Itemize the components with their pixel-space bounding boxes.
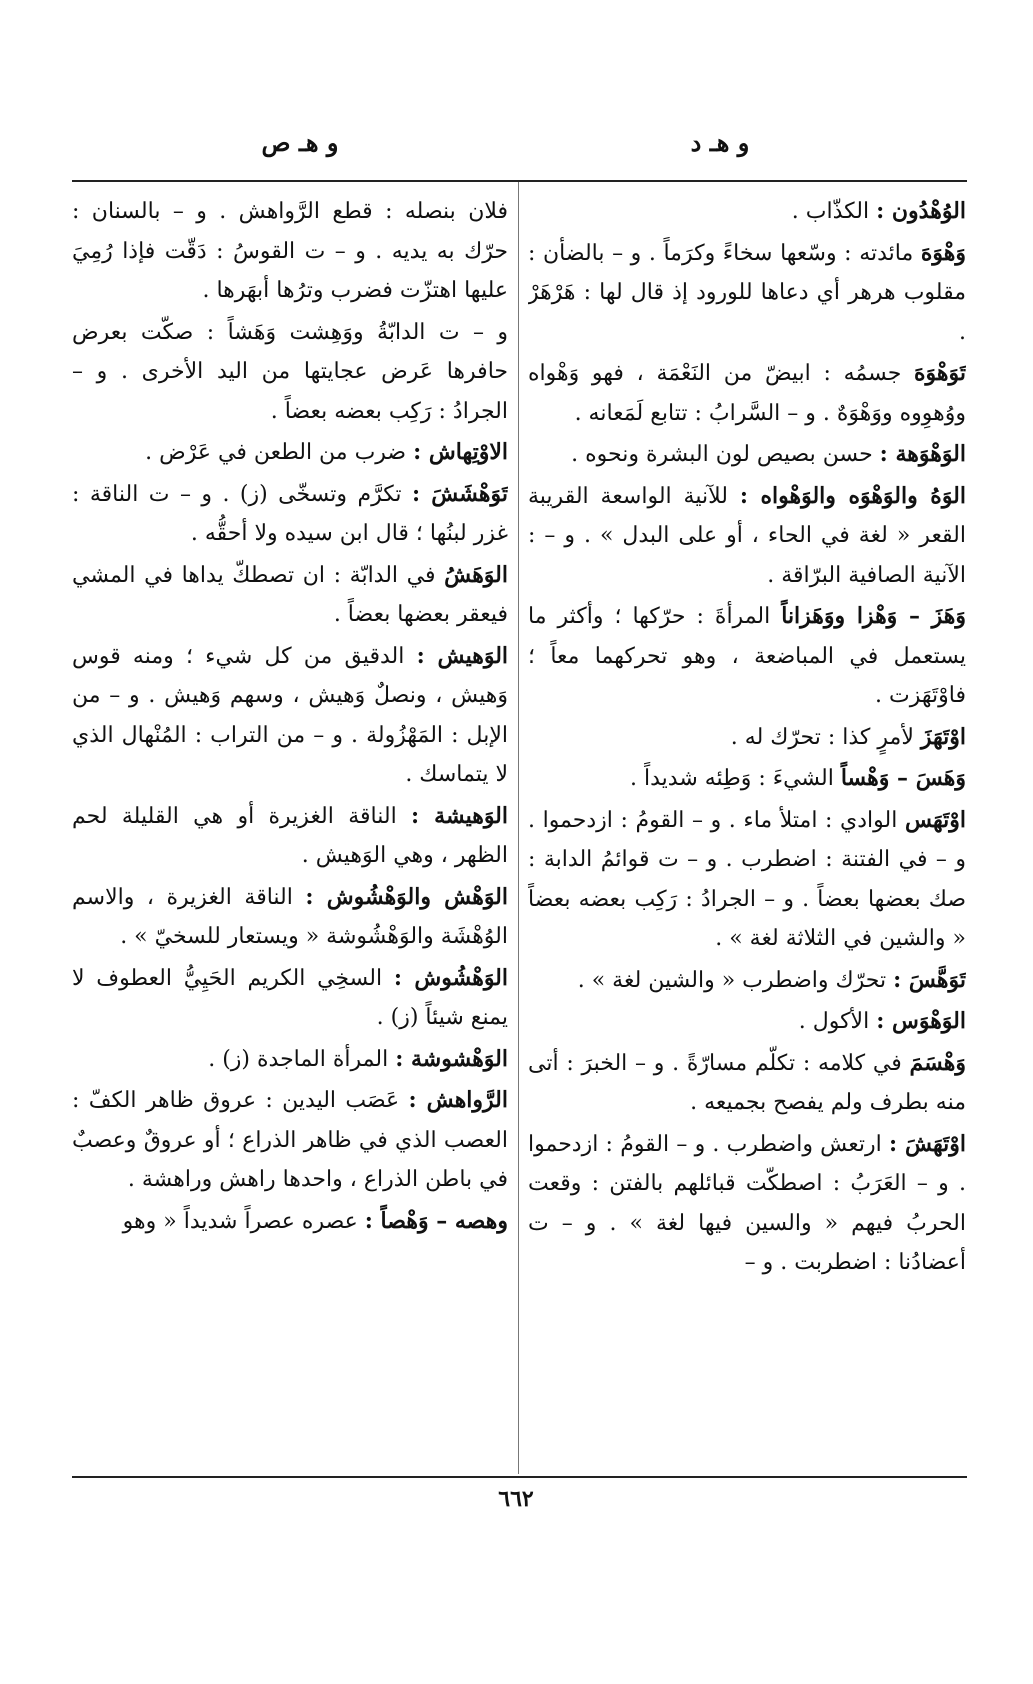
entry-headword: الوَهَشُ [444, 561, 508, 588]
dictionary-entry [528, 1044, 966, 1123]
entry-headword: الرَّواهش : [408, 1087, 508, 1113]
dictionary-entry [72, 313, 508, 432]
dictionary-entry [528, 759, 966, 799]
entry-headword: وهصه – وَهْصاً : [364, 1207, 508, 1234]
entry-headword: تَوَهْوَهَ [914, 360, 966, 386]
entry-definition: تحرّك واضطرب « والشين لغة » . [577, 967, 894, 993]
entry-headword: وَهَزَ – وَهْزا ووَهَزاناً [781, 603, 966, 629]
entry-headword: الوَهْوَهة : [879, 441, 966, 467]
dictionary-entry [72, 959, 508, 1038]
entry-headword: الوَهْش والوَهْشُوش : [305, 883, 508, 910]
dictionary-entry [72, 1081, 508, 1200]
entry-headword: الوَهْشوشة : [395, 1045, 508, 1072]
dictionary-entry [72, 797, 508, 876]
entry-headword: الوَهيش : [416, 642, 508, 669]
entry-definition: لأمرٍ كذا : تحرّك له . [730, 724, 921, 750]
left-column [72, 192, 508, 1243]
dictionary-entry [528, 1125, 966, 1283]
entry-definition: ضرب من الطعن في عَرْض . [145, 440, 414, 465]
entry-definition: مائدته : وسّعها سخاءً وكرَماً . و – بالضأن : مقلوب هرهر أي دعاها للورود إذ قال لها : هَرْهَرْ . [528, 240, 966, 345]
entry-headword: الوُهْدُون : [876, 198, 966, 224]
entry-definition: الكذّاب . [791, 199, 877, 224]
entry-headword: الاوْتِهاش : [413, 439, 508, 465]
top-rule [72, 180, 967, 182]
entry-definition: للآنية الواسعة القريبة القعر « لغة في الحاء ، أو على البدل » . و – : الآنية الصافية البرّاقة . [528, 483, 966, 588]
page-number: ٦٦٢ [498, 1486, 534, 1512]
dictionary-entry [72, 1202, 508, 1242]
dictionary-entry [528, 718, 966, 758]
entry-definition: المرأة الماجدة (ز) . [208, 1046, 396, 1072]
entry-definition: و – ت الدابّةُ ووَهِشت وَهَشاً : صكّت بعرض حافرها عَرض عجايتها من اليد الأخرى . و – الجرادُ : رَكِب بعضه بعضاً . [72, 319, 508, 424]
dictionary-entry [528, 1002, 966, 1042]
entry-headword: الوَهُ والوَهْوَه والوَهْواه : [739, 482, 966, 509]
dictionary-entry [528, 597, 966, 716]
running-head-left: و هـ ص [261, 128, 339, 157]
dictionary-entry [528, 354, 966, 433]
right-column [528, 192, 966, 1285]
dictionary-entry [528, 192, 966, 232]
entry-definition: الناقة الغزيرة ، والاسم الوُهْشَة والوَهْشُوشة « ويستعار للسخيّ » . [72, 884, 508, 949]
entry-definition: عَصَب اليدين : عروق ظاهر الكفّ : العصب الذي في ظاهر الذراع ؛ أو عروقٌ وعصبٌ في باطن الذراع ، واحدها راهش وراهشة . [72, 1088, 508, 1192]
dictionary-entry [72, 1040, 508, 1080]
entry-definition: المرأةَ : حرّكها ؛ وأكثر ما يستعمل في المباضعة ، وهو تحركهما معاً ؛ فاوْتَهَزت . [528, 604, 966, 708]
entry-definition: الأكول . [798, 1009, 877, 1034]
dictionary-entry [72, 556, 508, 635]
entry-definition: الدقيق من كل شيء ؛ ومنه قوس وَهيش ، ونصلٌ وَهيش ، وسهم وَهيش . و – من الإبل : المَهْزُولة . و – من التراب : المُنْهال الذي لا يتماسك . [72, 643, 508, 787]
entry-headword: وَهْوَهَ [920, 239, 966, 266]
entry-headword: اوْتَهَس [904, 806, 966, 833]
entry-headword: تَوَهَّسَ : [893, 966, 966, 993]
running-head-right: و هـ د [690, 128, 750, 157]
entry-headword: الوَهيشة : [411, 802, 508, 829]
entry-definition: حسن بصيص لون البشرة ونحوه . [571, 442, 880, 467]
dictionary-entry [528, 961, 966, 1001]
entry-definition: الوادي : امتلأ ماء . و – القومُ : ازدحموا . و – في الفتنة : اضطرب . و – ت قوائمُ الدابة : صك بعضها بعضاً . و – الجرادُ : رَكِب بعضه بعضاً « والشين في الثلاثة لغة » . [528, 807, 966, 951]
entry-headword: وَهْسَمَ [909, 1049, 966, 1076]
dictionary-entry [72, 637, 508, 795]
entry-headword: الوَهْوَس : [876, 1008, 966, 1034]
dictionary-entry [528, 801, 966, 959]
entry-definition: جسمُه : ابيضّ من النَعْمَة ، فهو وَهْواه ووُهوِوه ووَهْوَهٌ . و – السَّرابُ : تتابع لَمَعانه . [528, 361, 966, 426]
dictionary-entry [528, 234, 966, 353]
dictionary-entry [72, 475, 508, 554]
entry-definition: السخِي الكريم الحَيِيُّ العطوف لا يمنع شيئاً (ز) . [72, 965, 508, 1030]
column-divider [518, 182, 519, 1474]
entry-headword: تَوَهْشَشَ : [412, 480, 508, 507]
entry-headword: وَهَسَ – وَهْساً [840, 765, 966, 791]
dictionary-entry [72, 433, 508, 473]
dictionary-entry [72, 192, 508, 311]
dictionary-entry [528, 435, 966, 475]
entry-definition: فلان بنصله : قطع الرَّواهش . و – بالسنان : حرّك به يديه . و – ت القوسُ : دَقّت فإذا رُمِيَ عليها اهتزّت فضرب وترُها أبهَرها . [72, 199, 508, 303]
bottom-rule [72, 1476, 967, 1478]
entry-definition: في كلامه : تكلّم مسارّةً . و – الخبرَ : أتى منه بطرف ولم يفصح بجميعه . [528, 1050, 966, 1115]
entry-headword: الوَهْشُوش : [393, 964, 508, 991]
entry-definition: الشيءَ : وَطِئه شديداً . [630, 766, 841, 791]
dictionary-entry [72, 878, 508, 957]
entry-headword: اوْتَهَزَ [920, 723, 966, 750]
entry-definition: تكرَّم وتسخّى (ز) . و – ت الناقة : غزر لبنُها ؛ قال ابن سيده ولا أحقُّه . [72, 481, 508, 546]
dictionary-entry [528, 477, 966, 596]
entry-definition: الناقة الغزيرة أو هي القليلة لحم الظهر ، وهي الوَهيش . [72, 803, 508, 868]
entry-definition: عصره عصراً شديداً « وهو [122, 1208, 365, 1234]
entry-headword: اوْتَهَشَ : [888, 1130, 966, 1157]
entry-definition: في الدابّة : ان تصطكّ يداها في المشي فيعقر بعضها بعضاً . [72, 562, 508, 627]
entry-definition: ارتعش واضطرب . و – القومُ : ازدحموا . و – العَرَبُ : اصطكّت قبائلهم بالفتن : وقعت الحربُ فيهم « والسين فيها لغة » . و – ت أعضادُنا : اضطربت . و – [528, 1131, 966, 1275]
